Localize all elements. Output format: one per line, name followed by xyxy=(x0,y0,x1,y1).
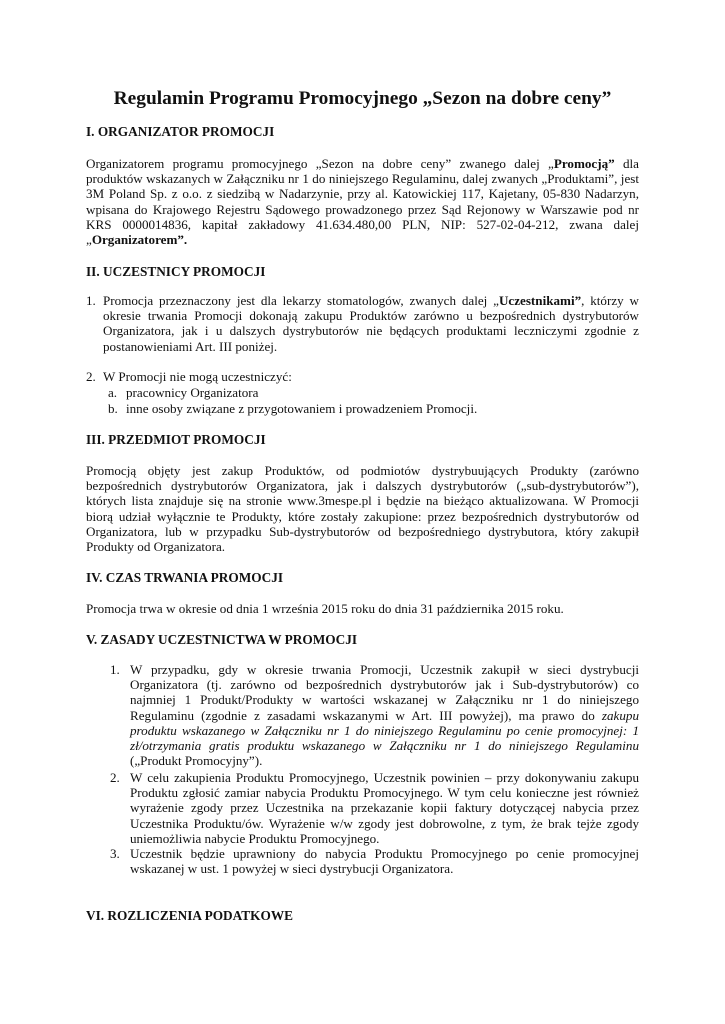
section-heading-duration: IV. CZAS TRWANIA PROMOCJI xyxy=(86,570,284,585)
organizer-text-c: dla produktów wskazanych w Załączniku nr 1 do niniejszego Regulaminu, dalej zwanych „Produktami”, jest 3M Poland Sp. z o.o. z siedzibą w Nadarzynie, przy al. Katowickiej 117, Kajetany, 05-830 Nadarzyn, wpisana do Krajowego Rejestru Sądowego prowadzonego przez Sąd Rejonowy w Warszawie pod nr KRS 0000014836, kapitał zakładowy 41.634.480,00 PLN, NIP: 527-02-04-212, zwana dalej „ xyxy=(86,156,639,248)
section-heading-subject: III. PRZEDMIOT PROMOCJI xyxy=(86,432,266,447)
section-heading-tax: VI. ROZLICZENIA PODATKOWE xyxy=(86,908,293,923)
section-heading-rules: V. ZASADY UCZESTNICTWA W PROMOCJI xyxy=(86,632,358,647)
section-heading-participants: II. UCZESTNICY PROMOCJI xyxy=(86,264,266,279)
section-heading-organizer: I. ORGANIZATOR PROMOCJI xyxy=(86,124,275,139)
document-title: Regulamin Programu Promocyjnego „Sezon na dobre ceny” xyxy=(113,88,612,109)
list-item-text: W celu zakupienia Produktu Promocyjnego, Uczestnik powinien – przy dokonywaniu zakupu Produktu zgłosić zamiar nabycia Produktu Promocyjnego. W tym celu konieczne jest również wyrażenie zgody przez Uczestnika na przekazanie kopii faktury dotyczącej nabycia przez Uczestnika Produktu/ów. Wyrażenie w/w zgody jest dobrowolne, z tym, że brak tejże zgody uniemożliwia nabycie Produktu Promocyjnego. xyxy=(130,770,639,846)
rules-text-c: („Produkt Promocyjny”). xyxy=(130,753,263,769)
sublist-item-text: pracownicy Organizatora xyxy=(126,385,259,400)
list-item xyxy=(110,662,639,768)
list-item-number: 1. xyxy=(86,293,96,308)
rules-text-italic: zakupu produktu wskazanego w Załączniku nr 1 do niniejszego Regulaminu po cenie promocyjnej: 1 zł/otrzymania gratis produktu wskazanego w Załączniku nr 1 do niniejszego Regulaminu xyxy=(130,707,639,754)
participants-text-bold: Uczestnikami” xyxy=(498,293,582,308)
subject-paragraph: Promocją objęty jest zakup Produktów, od podmiotów dystrybuujących Produkty (zarówno bezpośrednich dystrybutorów Organizatora, jak i dalszych dystrybutorów („sub-dystrybutorów”), których lista znajduje się na stronie www.3mespe.pl i będzie na bieżąco aktualizowana. W Promocji biorą udział wyłącznie te Produkty, które zostały zakupione: przez bezpośrednich dystrybutorów od Organizatora, lub w przypadku Sub-dystrybutorów od bezpośredniego dystrybutora, który zakupił Produkty od Organizatora. xyxy=(86,463,639,555)
list-item-number: 2. xyxy=(86,369,96,384)
sublist-item-letter: b. xyxy=(108,401,118,416)
duration-paragraph: Promocja trwa w okresie od dnia 1 września 2015 roku do dnia 31 października 2015 roku. xyxy=(86,601,564,616)
list-item-number: 3. xyxy=(110,846,120,861)
sublist-item xyxy=(108,385,639,400)
list-item xyxy=(110,846,639,876)
list-item-text xyxy=(103,293,639,354)
list-item xyxy=(110,770,639,846)
sublist-item xyxy=(108,401,639,416)
rules-text-a: W przypadku, gdy w okresie trwania Promocji, Uczestnik zakupił w sieci dystrybucji Organizatora (tj. zarówno od bezpośrednich dystrybutorów jak i Sub-dystrybutorów) co najmniej 1 Produkt/Produkty w wartości wskazanej w Załączniku nr 1 do niniejszego Regulaminu (zgodnie z zasadami wskazanymi w Art. III powyżej), ma prawo do xyxy=(130,662,639,723)
sublist-item-letter: a. xyxy=(108,385,118,400)
organizer-text-organizer: Organizatorem”. xyxy=(91,232,188,248)
list-item-number: 1. xyxy=(110,662,120,677)
list-item-text: W Promocji nie mogą uczestniczyć: xyxy=(103,369,292,384)
list-item-text xyxy=(130,662,639,768)
list-item-number: 2. xyxy=(110,770,120,785)
list-item xyxy=(86,369,639,384)
organizer-text-a: Organizatorem programu promocyjnego „Sezon na dobre ceny” zwanego dalej „ xyxy=(86,156,554,171)
organizer-text-promotion: Promocją” xyxy=(553,156,615,171)
sublist-item-text: inne osoby związane z przygotowaniem i prowadzeniem Promocji. xyxy=(126,401,478,416)
participants-text-a: Promocja przeznaczony jest dla lekarzy stomatologów, zwanych dalej „ xyxy=(103,293,499,308)
organizer-paragraph xyxy=(86,156,639,247)
list-item-text: Uczestnik będzie uprawniony do nabycia Produktu Promocyjnego po cenie promocyjnej wskazanej w ust. 1 powyżej w sieci dystrybucji Organizatora. xyxy=(130,846,639,877)
list-item xyxy=(86,293,639,354)
participants-text-c: , którzy w okresie trwania Promocji dokonają zakupu Produktów zarówno u bezpośrednich dystrybutorów Organizatora, jak i u dalszych dystrybutorów nie będących produktami leczniczymi zgodnie z postanowieniami Art. III poniżej. xyxy=(103,293,639,354)
